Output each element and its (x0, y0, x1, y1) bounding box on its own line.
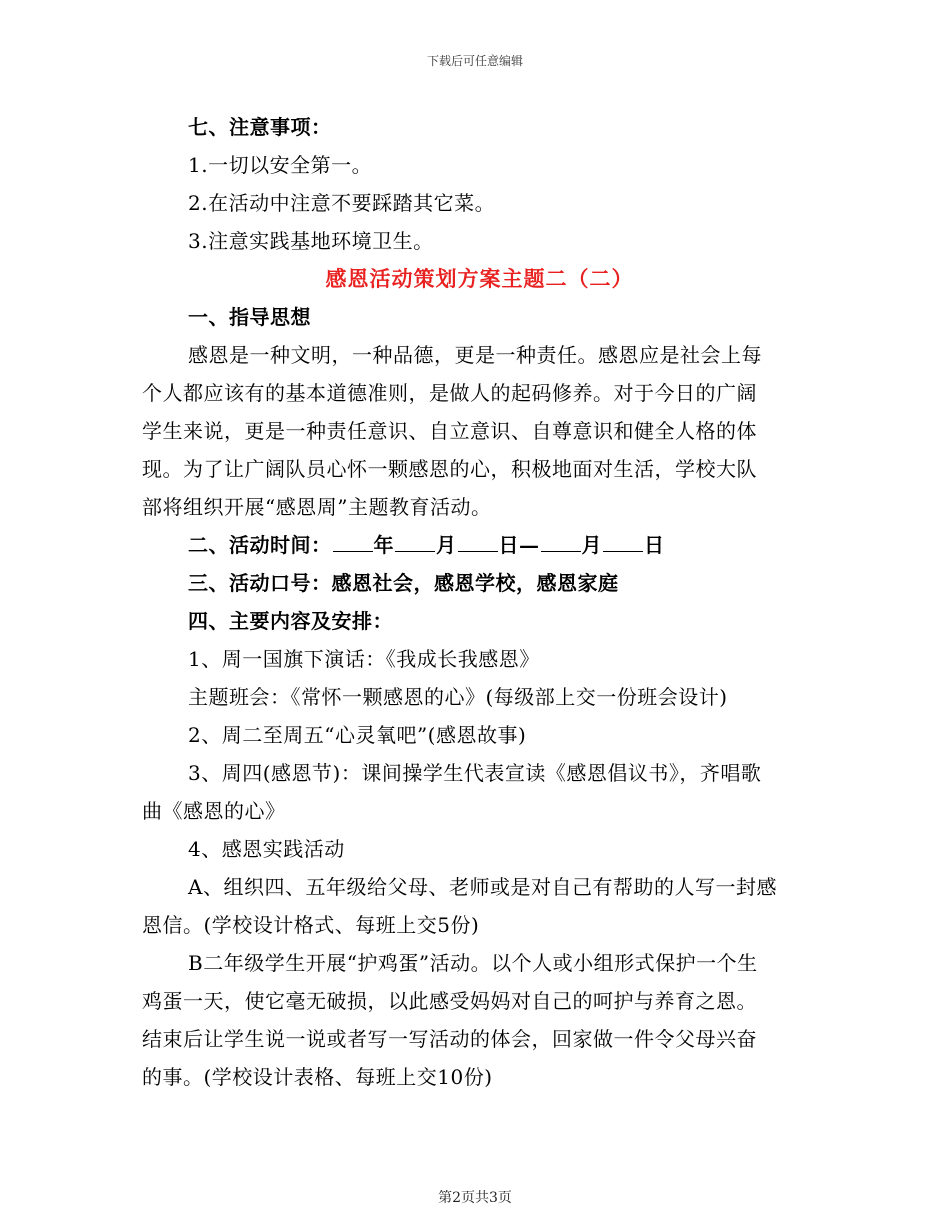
paragraph-line: 部将组织开展“感恩周”主题教育活动。 (142, 495, 492, 519)
content-line: A、组织四、五年级给父母、老师或是对自己有帮助的人写一封感 (188, 875, 777, 899)
page-header: 下载后可任意编辑 (426, 54, 523, 68)
paragraph-line: 个人都应该有的基本道德准则，是做人的起码修养。对于今日的广阔 (142, 381, 757, 405)
document-title: 感恩活动策划方案主题二（二） (325, 266, 634, 291)
content-line: 的事。(学校设计表格、每班上交10份) (142, 1065, 493, 1089)
paragraph-line: 现。为了让广阔队员心怀一颗感恩的心，积极地面对生活，学校大队 (142, 457, 757, 481)
activity-time-label: 二、活动时间： (188, 533, 332, 557)
month-unit: 月 (436, 533, 457, 557)
blank-day-end (603, 529, 643, 552)
content-line: 恩信。(学校设计格式、每班上交5份) (142, 913, 480, 937)
content-line: 主题班会：《常怀一颗感恩的心》(每级部上交一份班会设计) (188, 685, 728, 709)
content-line: 曲《感恩的心》 (142, 799, 286, 823)
section-7-item: 3.注意实践基地环境卫生。 (188, 229, 434, 253)
page-number: 第2页共3页 (438, 1190, 512, 1206)
section-7-item: 2.在活动中注意不要踩踏其它菜。 (188, 191, 496, 215)
month-unit-end: 月 (581, 533, 602, 557)
paragraph-line: 感恩是一种文明，一种品德，更是一种责任。感恩应是社会上每 (188, 343, 762, 367)
content-line: 2、周二至周五“心灵氧吧”(感恩故事) (188, 723, 527, 747)
content-line: 4、感恩实践活动 (188, 837, 345, 861)
blank-month-end (541, 529, 581, 552)
paragraph-line: 学生来说，更是一种责任意识、自立意识、自尊意识和健全人格的体 (142, 419, 757, 443)
day-unit-end: 日 (644, 533, 665, 557)
day-unit: 日— (498, 533, 540, 557)
year-unit: 年 (373, 533, 394, 557)
section-7-item: 1.一切以安全第一。 (188, 153, 373, 177)
content-line: 1、周一国旗下演话：《我成长我感恩》 (188, 647, 540, 671)
section-7-heading: 七、注意事项： (188, 115, 332, 139)
content-line: 3、周四(感恩节)：课间操学生代表宣读《感恩倡议书》，齐唱歌 (188, 761, 762, 785)
activity-slogan: 三、活动口号：感恩社会，感恩学校，感恩家庭 (188, 571, 619, 595)
section-4-heading: 四、主要内容及安排： (188, 609, 393, 633)
blank-month (395, 529, 435, 552)
content-line: B二年级学生开展“护鸡蛋”活动。以个人或小组形式保护一个生 (188, 951, 758, 975)
content-line: 结束后让学生说一说或者写一写活动的体会，回家做一件令父母兴奋 (142, 1027, 757, 1051)
section-1-heading: 一、指导思想 (188, 305, 311, 329)
blank-day (458, 529, 498, 552)
content-line: 鸡蛋一天，使它毫无破损，以此感受妈妈对自己的呵护与养育之恩。 (142, 989, 757, 1013)
document-body (142, 108, 817, 1096)
activity-time-line (142, 526, 817, 564)
blank-year (333, 529, 373, 552)
